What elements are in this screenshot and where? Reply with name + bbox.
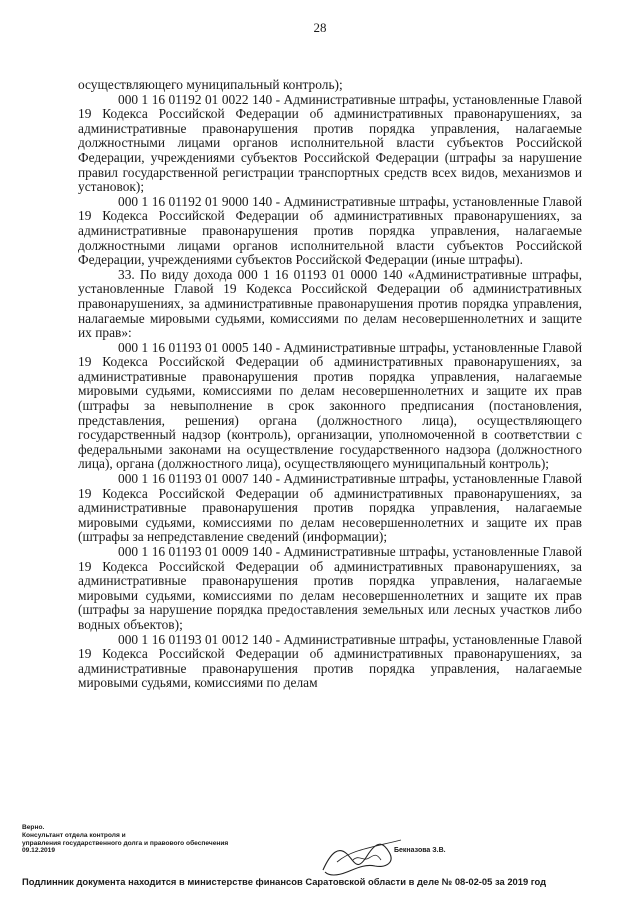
paragraph: 000 1 16 01193 01 0012 140 - Административные штрафы, установленные Главой 19 Кодекса Российской Федерации об административных правонарушениях, за административные правонарушения против порядка управления, налагаемые мировыми судьями, комиссиями по делам bbox=[78, 631, 582, 691]
handwritten-signature bbox=[317, 832, 407, 882]
page-number: 28 bbox=[313, 20, 327, 35]
certification-line: управления государственного долга и правового обеспечения bbox=[22, 839, 229, 847]
signer-name: Бекназова З.В. bbox=[394, 847, 446, 854]
document-body bbox=[78, 78, 582, 691]
certification-block bbox=[22, 824, 312, 855]
paragraph: 33. По виду дохода 000 1 16 01193 01 0000 140 «Административные штрафы, установленные Главой 19 Кодекса Российской Федерации об административных правонарушениях, за административные правонарушения против порядка управления, налагаемые мировыми судьями, комиссиями по делам несовершеннолетних и защите их прав»: bbox=[78, 266, 582, 341]
paragraph: 000 1 16 01193 01 0007 140 - Административные штрафы, установленные Главой 19 Кодекса Российской Федерации об административных правонарушениях, за административные правонарушения против порядка управления, налагаемые мировыми судьями, комиссиями по делам несовершеннолетних и защите их прав (штрафы за непредставление сведений (информации); bbox=[78, 471, 582, 545]
paragraph: 000 1 16 01193 01 0005 140 - Административные штрафы, установленные Главой 19 Кодекса Российской Федерации об административных правонарушениях, за административные правонарушения против порядка управления, налагаемые мировыми судьями, комиссиями по делам несовершеннолетних и защите их прав (штрафы за невыполнение в срок законного предписания (постановления, представления, решения) органа (должностного лица), осуществляющего государственный надзор (контроль), организации, уполномоченной в соответствии с федеральными законами на осуществление государственного надзора (должностного лица), органа (должностного лица), осуществляющего муниципальный контроль); bbox=[78, 339, 582, 472]
certification-line: 09.12.2019 bbox=[22, 847, 56, 855]
original-location-note: Подлинник документа находится в министерстве финансов Саратовской области в деле № 08-02-05 за 2019 год bbox=[22, 876, 547, 887]
paragraph: осуществляющего муниципальный контроль); bbox=[78, 77, 343, 92]
paragraph: 000 1 16 01192 01 0022 140 - Административные штрафы, установленные Главой 19 Кодекса Российской Федерации об административных правонарушениях, за административные правонарушения против порядка управления, налагаемые должностными лицами органов исполнительной власти субъектов Российской Федерации, учреждениями субъектов Российской Федерации (штрафы за нарушение правил государственной регистрации транспортных средств всех видов, механизмов и установок); bbox=[78, 91, 582, 195]
certification-line: Консультант отдела контроля и bbox=[22, 831, 126, 839]
paragraph: 000 1 16 01193 01 0009 140 - Административные штрафы, установленные Главой 19 Кодекса Российской Федерации об административных правонарушениях, за административные правонарушения против порядка управления, налагаемые мировыми судьями, комиссиями по делам несовершеннолетних и защите их прав (штрафы за нарушение порядка предоставления земельных или лесных участков либо водных объектов); bbox=[78, 544, 582, 632]
paragraph: 000 1 16 01192 01 9000 140 - Административные штрафы, установленные Главой 19 Кодекса Российской Федерации об административных правонарушениях, за административные правонарушения против порядка управления, налагаемые должностными лицами органов исполнительной власти субъектов Российской Федерации, учреждениями субъектов Российской Федерации (иные штрафы). bbox=[78, 193, 582, 268]
certification-line: Верно. bbox=[22, 824, 45, 831]
